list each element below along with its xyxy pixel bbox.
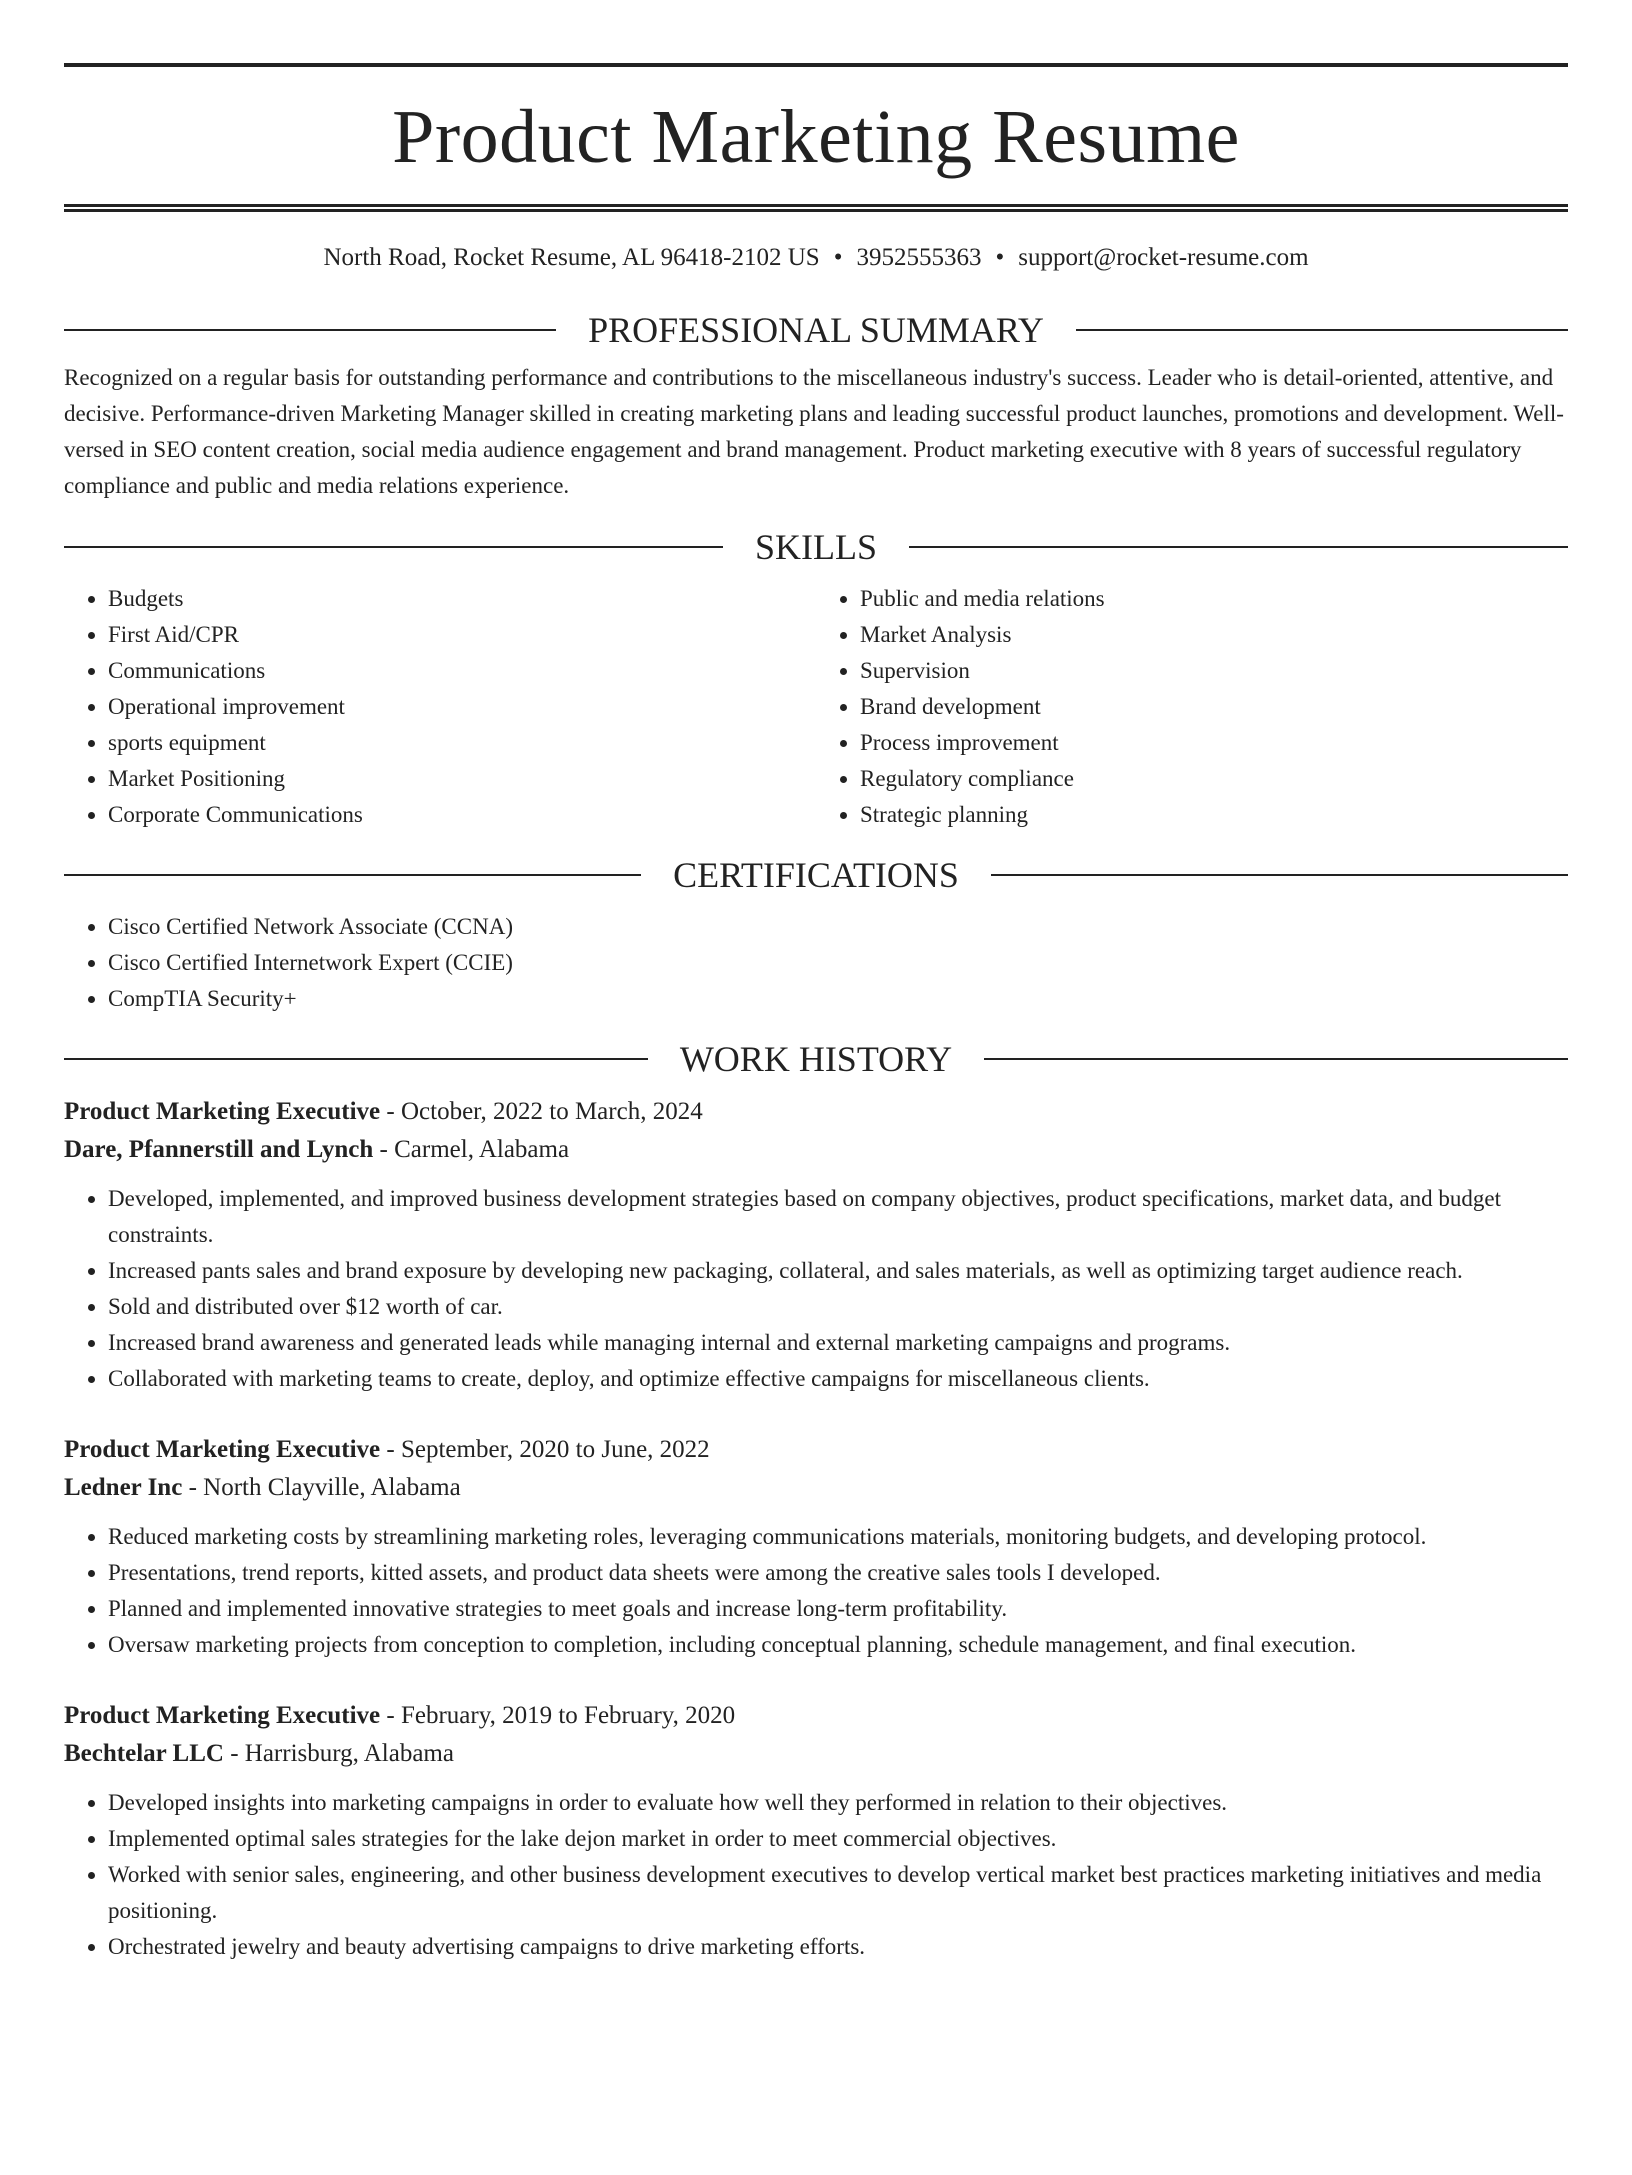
job-title: Product Marketing Executive: [64, 1098, 381, 1125]
work-history-heading: [64, 1039, 1568, 1079]
job-bullet: • Reduced marketing costs by streamlining marketing roles, leveraging communications materials, monitoring budgets, and developing protocol.: [108, 1519, 1568, 1555]
job-title: Product Marketing Executive: [64, 1436, 381, 1463]
skill-item: • Market Positioning: [108, 761, 816, 797]
divider: [64, 1058, 648, 1060]
contact-email: support@rocket-resume.com: [1018, 244, 1309, 271]
job-title-line: [64, 1697, 1568, 1735]
job-bullet: • Increased pants sales and brand exposure by developing new packaging, collateral, and sales materials, as well as optimizing target audience reach.: [108, 1253, 1568, 1289]
work-history-heading-label: WORK HISTORY: [679, 1039, 953, 1079]
job-bullet: • Developed insights into marketing campaigns in order to evaluate how well they performed in relation to their objectives.: [108, 1785, 1568, 1821]
job-bullet: • Implemented optimal sales strategies for the lake dejon market in order to meet commercial objectives.: [108, 1821, 1568, 1857]
job-company-line: [64, 1131, 1568, 1169]
job-bullet: • Developed, implemented, and improved business development strategies based on company objectives, product specifications, market data, and budget constraints.: [108, 1181, 1568, 1253]
job-company-line: [64, 1735, 1568, 1773]
job-title: Product Marketing Executive: [64, 1702, 381, 1729]
job-title-line: [64, 1093, 1568, 1131]
job-company: Dare, Pfannerstill and Lynch: [64, 1136, 374, 1163]
certification-item: • Cisco Certified Network Associate (CCNA): [108, 909, 1568, 945]
divider: [991, 874, 1568, 876]
job-bullet: • Sold and distributed over $12 worth of car.: [108, 1289, 1568, 1325]
job-entry: [64, 1697, 1568, 1965]
skills-list: [64, 581, 1568, 833]
skill-item: • First Aid/CPR: [108, 617, 816, 653]
divider: [1076, 329, 1568, 331]
certification-item: • Cisco Certified Internetwork Expert (CCIE): [108, 945, 1568, 981]
skill-item: • Market Analysis: [860, 617, 1568, 653]
certifications-heading-label: CERTIFICATIONS: [673, 855, 959, 895]
job-bullet: • Increased brand awareness and generated leads while managing internal and external marketing campaigns and programs.: [108, 1325, 1568, 1361]
certifications-list: [64, 909, 1568, 1017]
skill-item: • Corporate Communications: [108, 797, 816, 833]
job-bullet: • Orchestrated jewelry and beauty advertising campaigns to drive marketing efforts.: [108, 1929, 1568, 1965]
job-company: Bechtelar LLC: [64, 1740, 224, 1767]
job-location: - North Clayville, Alabama: [182, 1474, 461, 1501]
divider: [64, 329, 556, 331]
job-bullet: • Oversaw marketing projects from conception to completion, including conceptual planning, schedule management, and final execution.: [108, 1627, 1568, 1663]
job-bullet: • Collaborated with marketing teams to create, deploy, and optimize effective campaigns for miscellaneous clients.: [108, 1361, 1568, 1397]
job-dates: - September, 2020 to June, 2022: [380, 1436, 710, 1463]
page-title: Product Marketing Resume: [392, 95, 1240, 179]
divider: [909, 546, 1568, 548]
contact-address: North Road, Rocket Resume, AL 96418-2102 US: [323, 244, 820, 271]
contact-line: [64, 242, 1568, 274]
summary-heading-label: PROFESSIONAL SUMMARY: [588, 310, 1044, 350]
top-rule: [64, 63, 1568, 67]
job-dates: - October, 2022 to March, 2024: [380, 1098, 703, 1125]
certification-item: • CompTIA Security+: [108, 981, 1568, 1017]
job-bullets: [64, 1181, 1568, 1397]
skills-heading-label: SKILLS: [755, 527, 878, 567]
skill-item: • Budgets: [108, 581, 816, 617]
job-company: Ledner Inc: [64, 1474, 183, 1501]
contact-separator: •: [833, 244, 843, 271]
job-location: - Harrisburg, Alabama: [223, 1740, 454, 1767]
skills-column-left: [64, 581, 816, 833]
job-dates: - February, 2019 to February, 2020: [380, 1702, 736, 1729]
job-company-line: [64, 1469, 1568, 1507]
skill-item: • sports equipment: [108, 725, 816, 761]
skill-item: • Process improvement: [860, 725, 1568, 761]
job-bullets: [64, 1785, 1568, 1965]
job-bullet: • Worked with senior sales, engineering, and other business development executives to develop vertical market best practices marketing initiatives and media positioning.: [108, 1857, 1568, 1929]
job-title-line: [64, 1431, 1568, 1469]
skill-item: • Operational improvement: [108, 689, 816, 725]
divider: [64, 874, 641, 876]
job-bullet: • Planned and implemented innovative strategies to meet goals and increase long-term profitability.: [108, 1591, 1568, 1627]
summary-heading: [64, 310, 1568, 350]
divider: [984, 1058, 1568, 1060]
skills-heading: [64, 527, 1568, 567]
skills-column-right: [816, 581, 1568, 833]
certifications-heading: [64, 855, 1568, 895]
skill-item: • Brand development: [860, 689, 1568, 725]
skill-item: • Supervision: [860, 653, 1568, 689]
title-double-rule: [64, 204, 1568, 212]
divider: [64, 546, 723, 548]
skill-item: • Regulatory compliance: [860, 761, 1568, 797]
job-bullets: [64, 1519, 1568, 1663]
summary-text: Recognized on a regular basis for outstanding performance and contributions to the miscellaneous industry's success. Leader who is detail-oriented, attentive, and decisive. Performance-driven Marketing Manager skilled in creating marketing plans and leading successful product launches, promotions and development. Well-versed in SEO content creation, social media audience engagement and brand management. Product marketing executive with 8 years of successful regulatory compliance and public and media relations experience.: [64, 365, 1564, 498]
resume-page: [0, 63, 1632, 2175]
job-bullet: • Presentations, trend reports, kitted assets, and product data sheets were among the creative sales tools I developed.: [108, 1555, 1568, 1591]
skill-item: • Public and media relations: [860, 581, 1568, 617]
job-entry: [64, 1093, 1568, 1397]
skill-item: • Communications: [108, 653, 816, 689]
job-location: - Carmel, Alabama: [373, 1136, 570, 1163]
contact-separator: •: [995, 244, 1005, 271]
contact-phone: 3952555363: [856, 244, 982, 271]
skill-item: • Strategic planning: [860, 797, 1568, 833]
job-entry: [64, 1431, 1568, 1663]
